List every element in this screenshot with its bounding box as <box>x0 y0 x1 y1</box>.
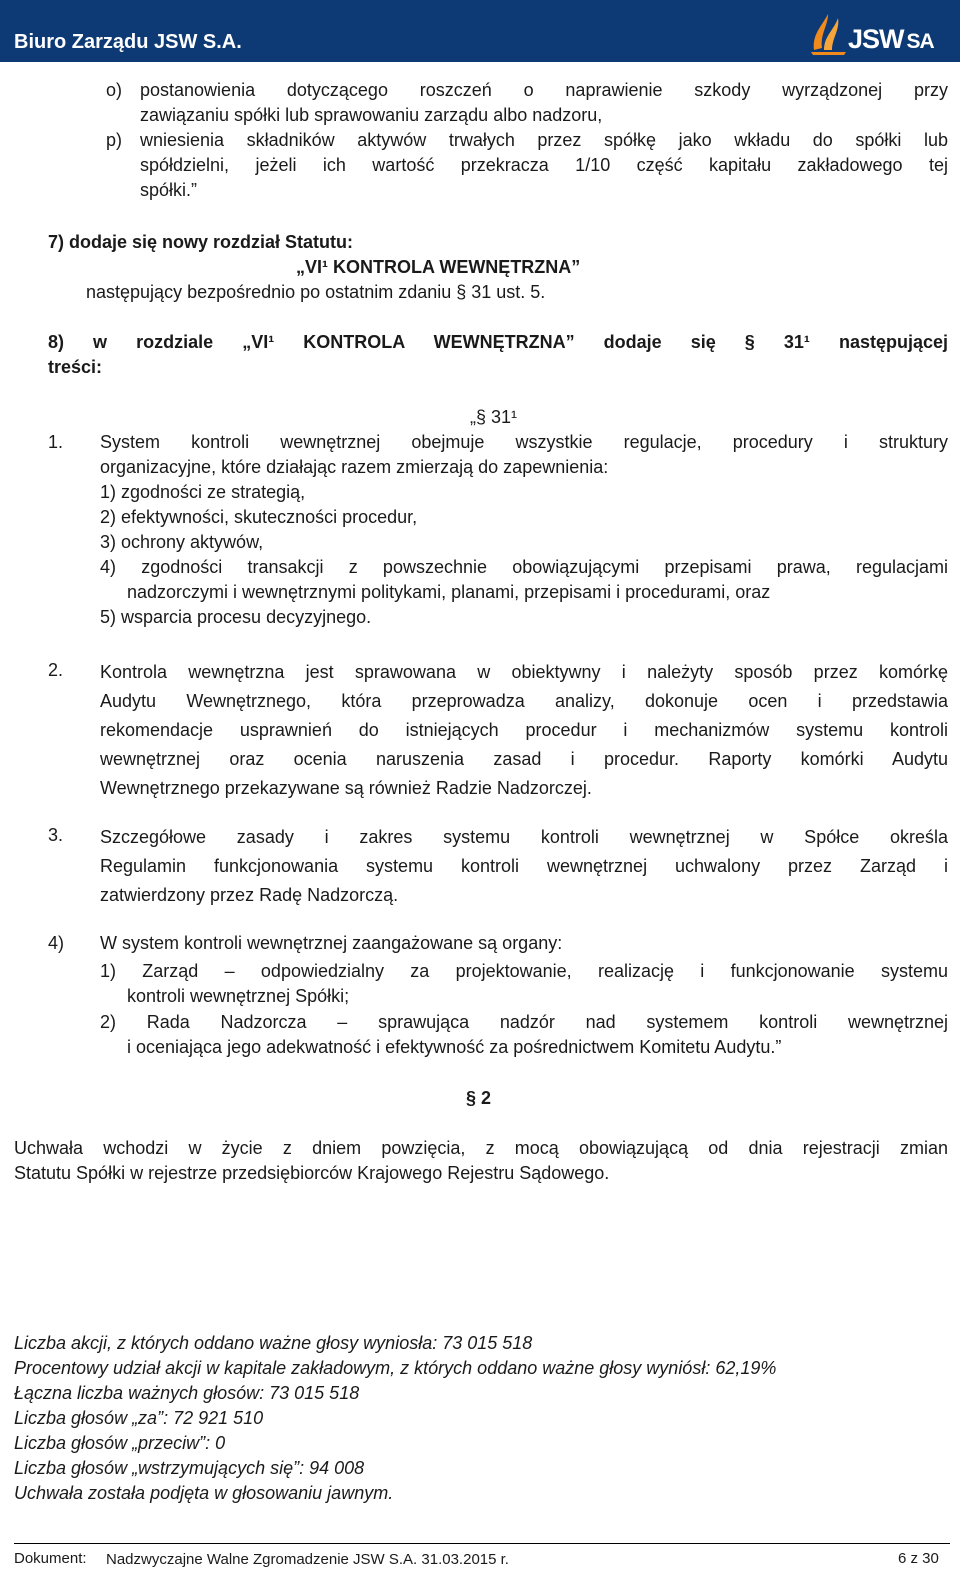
logo-suffix: SA <box>906 30 934 53</box>
p3-line: Regulamin funkcjonowania systemu kontroli wewnętrznej uchwalony przez Zarząd i <box>100 856 948 876</box>
p1-list-item: 1) zgodności ze strategią, <box>100 482 306 502</box>
p1-line1: System kontroli wewnętrznej obejmuje wszystkie regulacje, procedury i struktury <box>100 432 948 452</box>
jsw-logo <box>808 4 948 58</box>
p1-line2: organizacyjne, które działając razem zmierzają do zapewnienia: <box>100 457 609 477</box>
page-number: 6 z 30 <box>898 1550 939 1567</box>
logo-text: JSW <box>848 24 904 54</box>
p4-list-item: i oceniająca jego adekwatność i efektywność za pośrednictwem Komitetu Audytu.” <box>127 1037 782 1057</box>
p3-marker: 3. <box>48 825 64 845</box>
section-311-heading: „§ 31¹ <box>470 407 518 427</box>
item-o-marker: o) <box>106 80 123 100</box>
p1-marker: 1. <box>48 432 64 452</box>
p4-list-item: 2) Rada Nadzorcza – sprawująca nadzór nad systemem kontroli wewnętrznej <box>100 1012 948 1032</box>
section-2-heading: § 2 <box>466 1088 492 1108</box>
p4-list-item: 1) Zarząd – odpowiedzialny za projektowanie, realizację i funkcjonowanie systemu <box>100 961 948 981</box>
p2-line: rekomendacje usprawnień do istniejących procedur i mechanizmów systemu kontroli <box>100 720 948 740</box>
p1-list-item: 2) efektywności, skuteczności procedur, <box>100 507 418 527</box>
point7-chapter: „VI¹ KONTROLA WEWNĘTRZNA” <box>296 257 581 277</box>
footer-divider <box>14 1543 950 1544</box>
p4-intro: W system kontroli wewnętrznej zaangażowane są organy: <box>100 933 563 953</box>
voting-line: Liczba głosów „za”: 72 921 510 <box>14 1408 264 1428</box>
item-p-line2: spółdzielni, jeżeli ich wartość przekracza 1/10 część kapitału zakładowego tej <box>140 155 948 175</box>
point7-placement: następujący bezpośrednio po ostatnim zdaniu § 31 ust. 5. <box>86 282 546 302</box>
footer-label: Dokument: <box>14 1550 87 1567</box>
p4-marker: 4) <box>48 933 65 953</box>
p2-line: Audytu Wewnętrznego, która przeprowadza analizy, dokonuje ocen i przedstawia <box>100 691 948 711</box>
point8-line1: 8) w rozdziale „VI¹ KONTROLA WEWNĘTRZNA” dodaje się § 31¹ następującej <box>48 332 948 352</box>
voting-line: Uchwała została podjęta w głosowaniu jawnym. <box>14 1483 394 1503</box>
item-p-line1: wniesienia składników aktywów trwałych przez spółkę jako wkładu do spółki lub <box>140 130 948 150</box>
voting-line: Procentowy udział akcji w kapitale zakładowym, z których oddano ważne głosy wyniósł: 62,19% <box>14 1358 777 1378</box>
p2-line: Kontrola wewnętrzna jest sprawowana w obiektywny i należyty sposób przez komórkę <box>100 662 948 682</box>
voting-line: Liczba głosów „przeciw”: 0 <box>14 1433 226 1453</box>
voting-line: Liczba akcji, z których oddano ważne głosy wyniosła: 73 015 518 <box>14 1333 533 1353</box>
point7-heading: 7) dodaje się nowy rozdział Statutu: <box>48 232 354 252</box>
p1-list-item: 4) zgodności transakcji z powszechnie obowiązującymi przepisami prawa, regulacjami <box>100 557 948 577</box>
item-o-line1: postanowienia dotyczącego roszczeń o naprawienie szkody wyrządzonej przy <box>140 80 948 100</box>
p1-list-item: nadzorczymi i wewnętrznymi politykami, planami, przepisami i procedurami, oraz <box>127 582 771 602</box>
item-p-line3: spółki.” <box>140 180 198 200</box>
section-2-line2: Statutu Spółki w rejestrze przedsiębiorców Krajowego Rejestru Sądowego. <box>14 1163 610 1183</box>
header-title: Biuro Zarządu JSW S.A. <box>14 31 242 53</box>
voting-line: Łączna liczba ważnych głosów: 73 015 518 <box>14 1383 360 1403</box>
section-2-line1: Uchwała wchodzi w życie z dniem powzięcia, z mocą obowiązującą od dnia rejestracji zmian <box>14 1138 948 1158</box>
p2-line: wewnętrznej oraz ocenia naruszenia zasad i procedur. Raporty komórki Audytu <box>100 749 948 769</box>
item-o-line2: zawiązaniu spółki lub sprawowaniu zarządu albo nadzoru, <box>140 105 603 125</box>
p2-marker: 2. <box>48 660 64 680</box>
p1-list-item: 5) wsparcia procesu decyzyjnego. <box>100 607 372 627</box>
p3-line: zatwierdzony przez Radę Nadzorczą. <box>100 885 399 905</box>
p1-list-item: 3) ochrony aktywów, <box>100 532 264 552</box>
footer-document: Nadzwyczajne Walne Zgromadzenie JSW S.A. 31.03.2015 r. <box>106 1551 509 1568</box>
p2-line: Wewnętrznego przekazywane są również Radzie Nadzorczej. <box>100 778 592 798</box>
point8-line2: treści: <box>48 357 103 377</box>
page-header <box>0 0 960 62</box>
item-p-marker: p) <box>106 130 123 150</box>
p3-line: Szczegółowe zasady i zakres systemu kontroli wewnętrznej w Spółce określa <box>100 827 948 847</box>
voting-line: Liczba głosów „wstrzymujących się”: 94 008 <box>14 1458 365 1478</box>
p4-list-item: kontroli wewnętrznej Spółki; <box>127 986 350 1006</box>
